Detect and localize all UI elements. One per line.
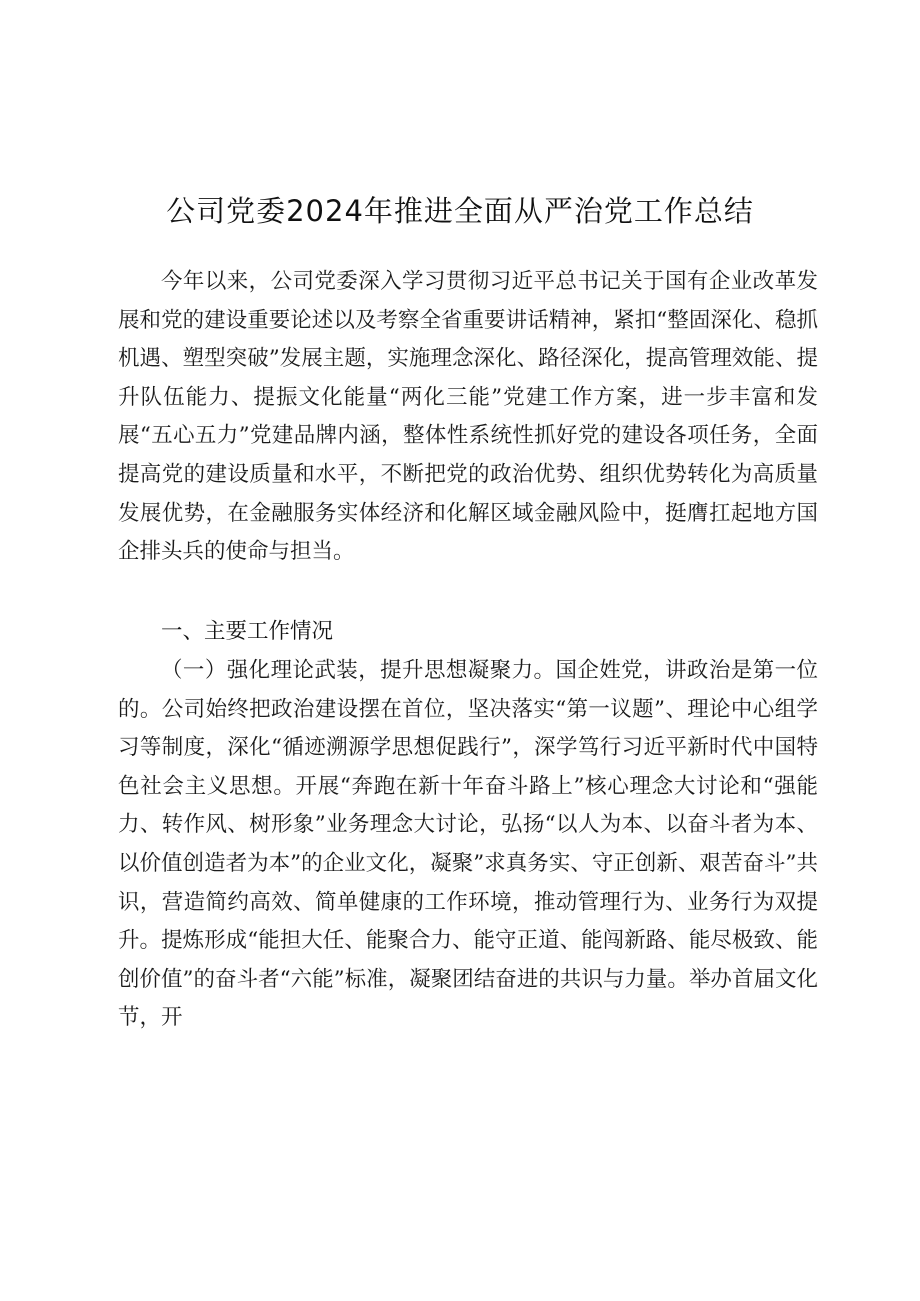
body-paragraph: （一）强化理论武装，提升思想凝聚力。国企姓党，讲政治是第一位的。公司始终把政治建设摆在首位，坚决落实“第一议题”、理论中心组学习等制度，深化“循迹溯源学思想促践行”，深学笃行习近平新时代中国特色社会主义思想。开展“奔跑在新十年奋斗路上”核心理念大讨论和“强能力、转作风、树形象”业务理念大讨论，弘扬“以人为本、以奋斗者为本、以价值创造者为本”的企业文化，凝聚”求真务实、守正创新、艰苦奋斗”共识，营造简约高效、简单健康的工作环境，推动管理行为、业务行为双提升。提炼形成“能担大任、能聚合力、能守正道、能闯新路、能尽极致、能创价值”的奋斗者“六能”标准，凝聚团结奋进的共识与力量。举办首届文化节，开 [118, 658, 818, 1031]
intro-paragraph: 今年以来，公司党委深入学习贯彻习近平总书记关于国有企业改革发展和党的建设重要论述以及考察全省重要讲话精神，紧扣“整固深化、稳抓机遇、塑型突破”发展主题，实施理念深化、路径深化，提高管理效能、提升队伍能力、提振文化能量“两化三能”党建工作方案，进一步丰富和发展“五心五力”党建品牌内涵，整体性系统性抓好党的建设各项任务，全面提高党的建设质量和水平，不断把党的政治优势、组织优势转化为高质量发展优势，在金融服务实体经济和化解区域金融风险中，挺膺扛起地方国企排头兵的使命与担当。 [118, 269, 818, 565]
document-title: 公司党委2024年推进全面从严治党工作总结 [166, 194, 754, 228]
section-heading: 一、主要工作情况 [161, 619, 334, 644]
